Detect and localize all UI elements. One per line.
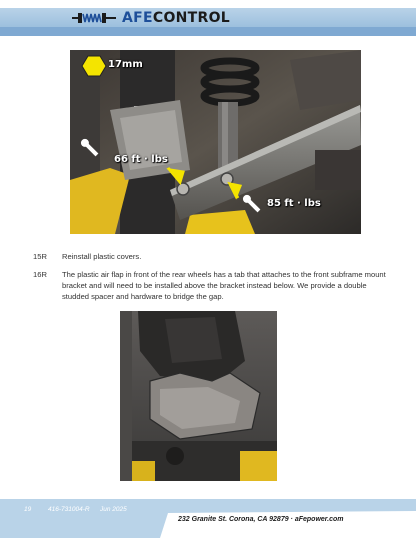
air-flap-photo xyxy=(120,311,277,481)
air-flap-photo-art xyxy=(120,311,277,481)
step-number: 16R xyxy=(33,270,47,279)
step-number: 15R xyxy=(33,252,47,261)
torque-callout-right: 85 ft · lbs xyxy=(267,198,321,209)
logo-text: AFECONTROL xyxy=(122,10,231,26)
step-text: The plastic air flap in front of the rear wheels has a tab that attaches to the front subframe mount bracket and will need to be installed above the bracket instead below. We provide a double studded spacer and hardware to bridge the gap. xyxy=(62,270,386,301)
page-number: 19 xyxy=(24,506,32,513)
shock-absorber-logo-icon xyxy=(72,12,118,24)
document-date: Jun 2025 xyxy=(100,506,127,513)
header-stripe xyxy=(0,27,416,36)
step-text: Reinstall plastic covers. xyxy=(62,252,142,261)
socket-size-callout: 17mm xyxy=(108,59,143,70)
document-id: 416-731004-R xyxy=(48,506,90,513)
company-address: 232 Granite St. Corona, CA 92879 · aFepower.com xyxy=(178,516,344,523)
torque-callout-left: 66 ft · lbs xyxy=(114,154,168,165)
afe-control-logo xyxy=(72,9,230,27)
suspension-photo xyxy=(70,50,361,234)
